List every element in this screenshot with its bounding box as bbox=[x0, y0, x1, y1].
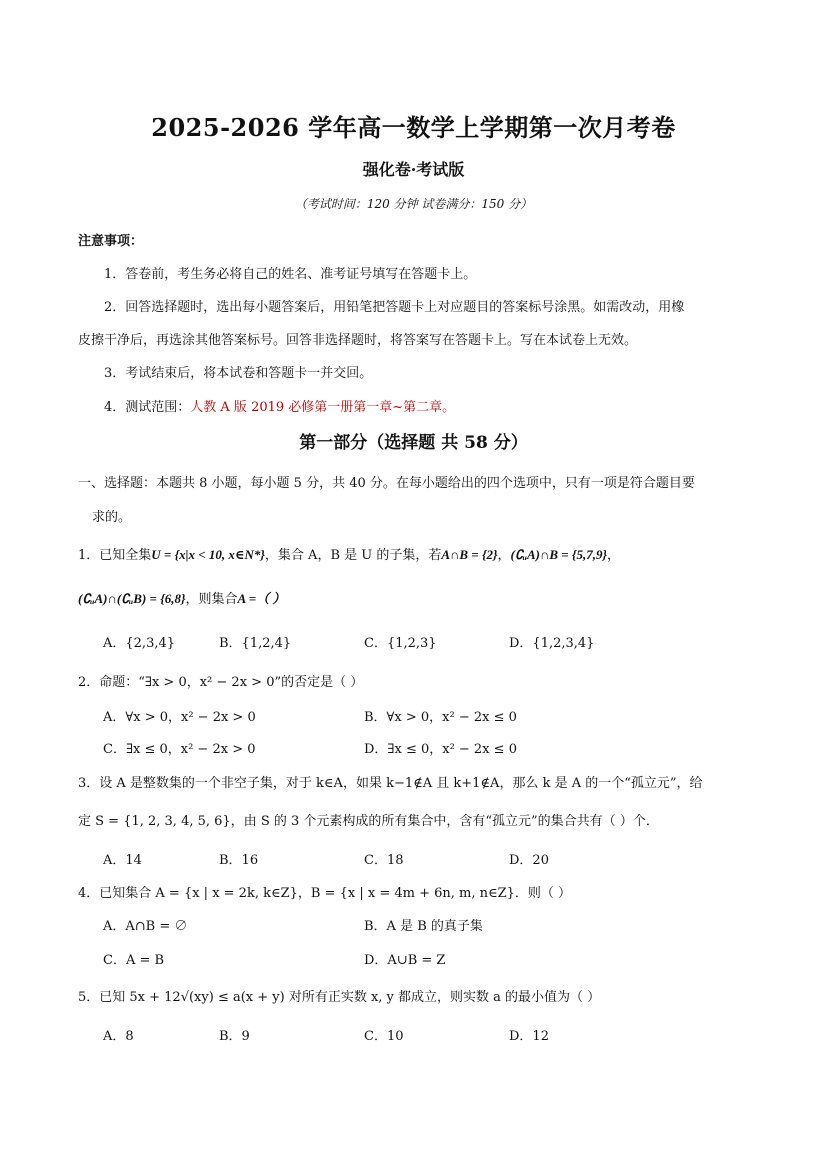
q1-condition-2: (∁ᵤA)∩B = {5,7,9} bbox=[510, 547, 607, 562]
q2-option-c[interactable]: C．∃x ≤ 0，x² − 2x > 0 bbox=[103, 742, 256, 757]
q5-option-d[interactable]: D．12 bbox=[509, 1029, 549, 1044]
q1-condition-3: (∁ᵤA)∩(∁ᵤB) = {6,8} bbox=[78, 591, 186, 606]
notice-item-3: 3．考试结束后，将本试卷和答题卡一并交回。 bbox=[104, 366, 373, 381]
q1-ask: A =（ ） bbox=[237, 591, 286, 606]
exam-info: （考试时间：120 分钟 试卷满分：150 分） bbox=[294, 197, 533, 211]
q1-universal-set: U = {x|x < 10, x∈N*} bbox=[151, 547, 265, 562]
instruction-line-2: 求的。 bbox=[92, 510, 132, 525]
q2-option-d[interactable]: D．∃x ≤ 0，x² − 2x ≤ 0 bbox=[364, 742, 517, 757]
q1-option-d[interactable]: D．{1,2,3,4} bbox=[509, 636, 595, 651]
question-2-stem: 2．命题：“∃x > 0，x² − 2x > 0”的否定是（ ） bbox=[78, 675, 364, 690]
page-title: 2025-2026 学年高一数学上学期第一次月考卷 bbox=[151, 113, 676, 142]
notice-item-1: 1．答卷前，考生务必将自己的姓名、准考证号填写在答题卡上。 bbox=[104, 267, 477, 282]
q4-option-b[interactable]: B．A 是 B 的真子集 bbox=[364, 919, 483, 934]
q5-option-c[interactable]: C．10 bbox=[364, 1029, 404, 1044]
q2-option-b[interactable]: B．∀x > 0，x² − 2x ≤ 0 bbox=[364, 710, 517, 725]
q1-option-b[interactable]: B．{1,2,4} bbox=[219, 636, 292, 651]
q4-option-d[interactable]: D．A∪B = Z bbox=[364, 953, 446, 968]
q1-condition-1: A∩B = {2} bbox=[441, 547, 498, 562]
question-1-line-1 bbox=[78, 544, 620, 563]
question-4-stem: 4．已知集合 A = {x | x = 2k, k∈Z}，B = {x | x = 4m + 6n, m, n∈Z}．则（ ） bbox=[78, 886, 572, 901]
q4-option-a[interactable]: A．A∩B = ∅ bbox=[103, 919, 188, 934]
instruction-line-1: 一、选择题：本题共 8 小题，每小题 5 分，共 40 分。在每小题给出的四个选项中，只有一项是符合题目要 bbox=[78, 476, 695, 491]
test-range: 人教 A 版 2019 必修第一册第一章~第二章。 bbox=[190, 400, 456, 415]
q5-option-a[interactable]: A．8 bbox=[103, 1029, 134, 1044]
q1-mid: ，集合 A，B 是 U 的子集，若 bbox=[264, 548, 442, 563]
notice-item-4 bbox=[104, 396, 455, 415]
question-3-line-2: 定 S = {1, 2, 3, 4, 5, 6}，由 S 的 3 个元素构成的所有集合中，含有“孤立元”的集合共有（ ）个． bbox=[78, 814, 659, 829]
q5-option-b[interactable]: B．9 bbox=[219, 1029, 250, 1044]
notice-item-2-line-1: 2．回答选择题时，选出每小题答案后，用铅笔把答题卡上对应题目的答案标号涂黑。如需改动，用橡 bbox=[104, 300, 685, 315]
subtitle: 强化卷·考试版 bbox=[362, 160, 465, 179]
q1-option-a[interactable]: A．{2,3,4} bbox=[103, 636, 176, 651]
q2-option-a[interactable]: A．∀x > 0，x² − 2x > 0 bbox=[103, 710, 256, 725]
q3-option-c[interactable]: C．18 bbox=[364, 853, 404, 868]
question-3-line-1: 3．设 A 是整数集的一个非空子集，对于 k∈A，如果 k−1∉A 且 k+1∉A，那么 k 是 A 的一个“孤立元”，给 bbox=[78, 776, 703, 791]
q1-sep: ， bbox=[497, 548, 511, 563]
notice-item-2-line-2: 皮擦干净后，再选涂其他答案标号。回答非选择题时，将答案写在答题卡上。写在本试卷上无效。 bbox=[78, 333, 638, 348]
question-5-stem: 5．已知 5x + 12√(xy) ≤ a(x + y) 对所有正实数 x, y 都成立，则实数 a 的最小值为（ ） bbox=[78, 990, 601, 1005]
q1-option-c[interactable]: C．{1,2,3} bbox=[364, 636, 437, 651]
q1-tail-2: ，则集合 bbox=[185, 592, 238, 607]
q4-option-c[interactable]: C．A = B bbox=[103, 953, 165, 968]
q3-option-d[interactable]: D．20 bbox=[509, 853, 549, 868]
q3-option-a[interactable]: A．14 bbox=[103, 853, 142, 868]
section-title: 第一部分（选择题 共 58 分） bbox=[299, 433, 528, 453]
question-1-line-2 bbox=[78, 588, 285, 607]
notice-heading: 注意事项： bbox=[78, 234, 144, 249]
q3-option-b[interactable]: B．16 bbox=[219, 853, 259, 868]
q1-number: 1．已知全集 bbox=[78, 548, 152, 563]
notice-item-4-prefix: 4．测试范围： bbox=[104, 400, 191, 415]
q1-tail-1: ， bbox=[606, 548, 620, 563]
